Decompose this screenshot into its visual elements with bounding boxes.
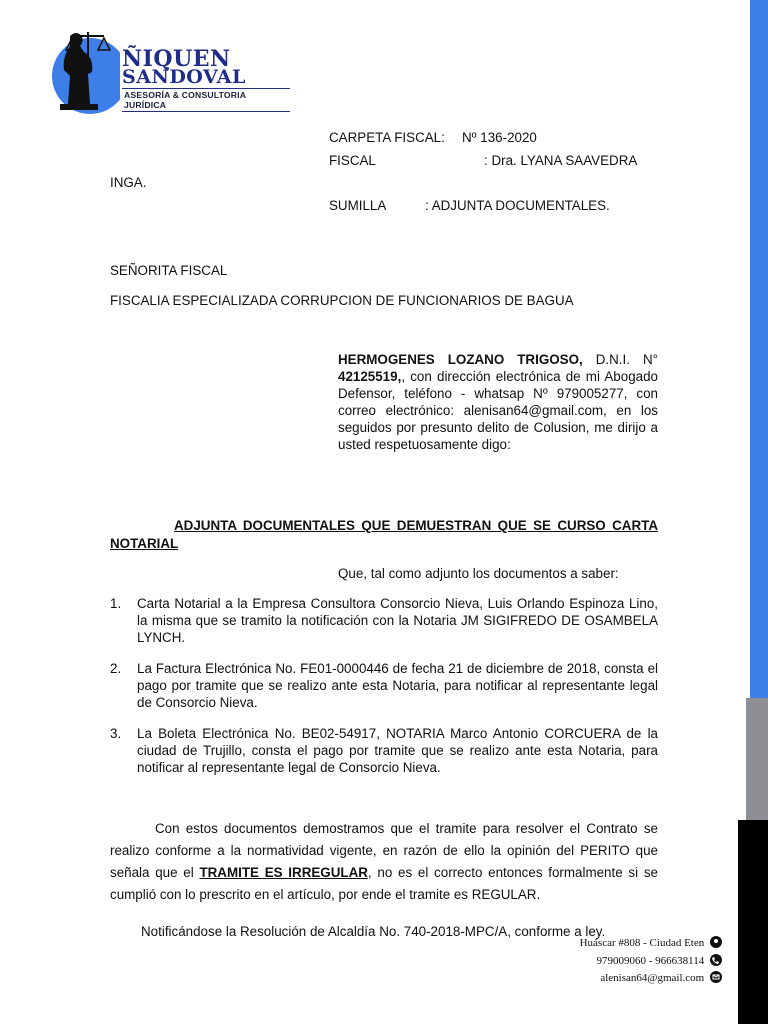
list-item: La Factura Electrónica No. FE01-0000446 de fecha 21 de diciembre de 2018, consta el pago por tramite que se realizo ante esta Notaria, para notificar al representante legal de Consorcio Nieva. xyxy=(137,661,658,710)
phone-icon xyxy=(710,954,722,966)
firm-logo xyxy=(30,18,290,118)
dni-label: D.N.I. N° xyxy=(582,352,658,367)
fiscal-label: FISCAL xyxy=(329,153,376,168)
location-icon xyxy=(710,936,722,948)
list-item: La Boleta Electrónica No. BE02-54917, NOTARIA Marco Antonio CORCUERA de la ciudad de Trujillo, consta el pago por tramite que se realizo ante esta Notaria, para notificar al representante legal de Consorcio Nieva. xyxy=(137,726,658,775)
email-icon xyxy=(710,971,722,983)
logo-subtitle: ASESORÍA & CONSULTORIA JURÍDICA xyxy=(122,88,290,112)
carpeta-label: CARPETA FISCAL: xyxy=(329,130,445,145)
conclusion-emphasis: TRAMITE ES IRREGULAR xyxy=(199,865,368,880)
conclusion-text-1: Con estos documentos demostramos que el tramite para resolver el Contrato se realizo conforme a la normatividad vigente, en razón de ello la opinión del PERITO que señala que el xyxy=(110,821,658,880)
sumilla-label: SUMILLA xyxy=(329,198,387,213)
list-item-number: 1. xyxy=(110,596,122,611)
dni-value: 42125519 xyxy=(338,369,398,384)
justice-statue-icon xyxy=(30,18,120,118)
petitioner-name: HERMOGENES LOZANO TRIGOSO, xyxy=(338,352,583,367)
intro-rest: , con dirección electrónica de mi Abogado Defensor, teléfono - whatsap Nº 979005277, con correo electrónico: alenisan64@gmail.com, en los seguidos por presunto delito de Colusion, me dirijo a usted respetuosamente digo: xyxy=(338,369,658,452)
logo-title-line1: ÑIQUEN xyxy=(122,46,231,72)
footer-address xyxy=(580,936,722,949)
recipient-office: FISCALIA ESPECIALIZADA CORRUPCION DE FUNCIONARIOS DE BAGUA xyxy=(110,293,574,308)
fiscal-value-continued: INGA. xyxy=(110,175,147,190)
list-item: Carta Notarial a la Empresa Consultora Consorcio Nieva, Luis Orlando Espinoza Lino, la misma que se tramito la notificación con la Notaria JM SIGIFREDO DE OSAMBELA LYNCH. xyxy=(137,596,658,645)
footer-email-text: alenisan64@gmail.com xyxy=(600,972,705,984)
fiscal-value: : Dra. LYANA SAAVEDRA xyxy=(484,153,638,168)
footer-address-text: Huáscar #808 - Ciudad Eten xyxy=(579,937,705,949)
list-item-number: 3. xyxy=(110,726,122,741)
section-lead: Que, tal como adjunto los documentos a saber: xyxy=(338,566,619,581)
footer-phones-text: 979009060 - 966638114 xyxy=(596,955,705,967)
conclusion-text-2: , no es el correcto entonces formalmente si se cumplió con lo prescrito en el artículo, por ende el tramite es REGULAR. xyxy=(110,865,658,902)
sumilla-value: : ADJUNTA DOCUMENTALES. xyxy=(425,198,610,213)
section-heading: ADJUNTA DOCUMENTALES QUE DEMUESTRAN QUE SE CURSO CARTA NOTARIAL xyxy=(110,518,658,551)
footer-email xyxy=(600,971,722,984)
recipient-title: SEÑORITA FISCAL xyxy=(110,263,228,278)
intro-paragraph: HERMOGENES LOZANO TRIGOSO, D.N.I. N° 42125519,, con dirección electrónica de mi Abogado Defensor, teléfono - whatsap Nº 979005277, con correo electrónico: alenisan64@gmail.com, en los seguidos por presunto delito de Colusion, me dirijo a usted respetuosamente digo: xyxy=(338,352,658,452)
conclusion-paragraph xyxy=(110,818,658,906)
carpeta-value: Nº 136-2020 xyxy=(462,130,537,145)
right-black-bar xyxy=(738,820,768,1024)
notification-line: Notificándose la Resolución de Alcaldía No. 740-2018-MPC/A, conforme a ley. xyxy=(141,924,606,939)
logo-title-line2: SANDOVAL xyxy=(122,66,246,88)
footer-phones xyxy=(596,954,722,967)
list-item-number: 2. xyxy=(110,661,122,676)
